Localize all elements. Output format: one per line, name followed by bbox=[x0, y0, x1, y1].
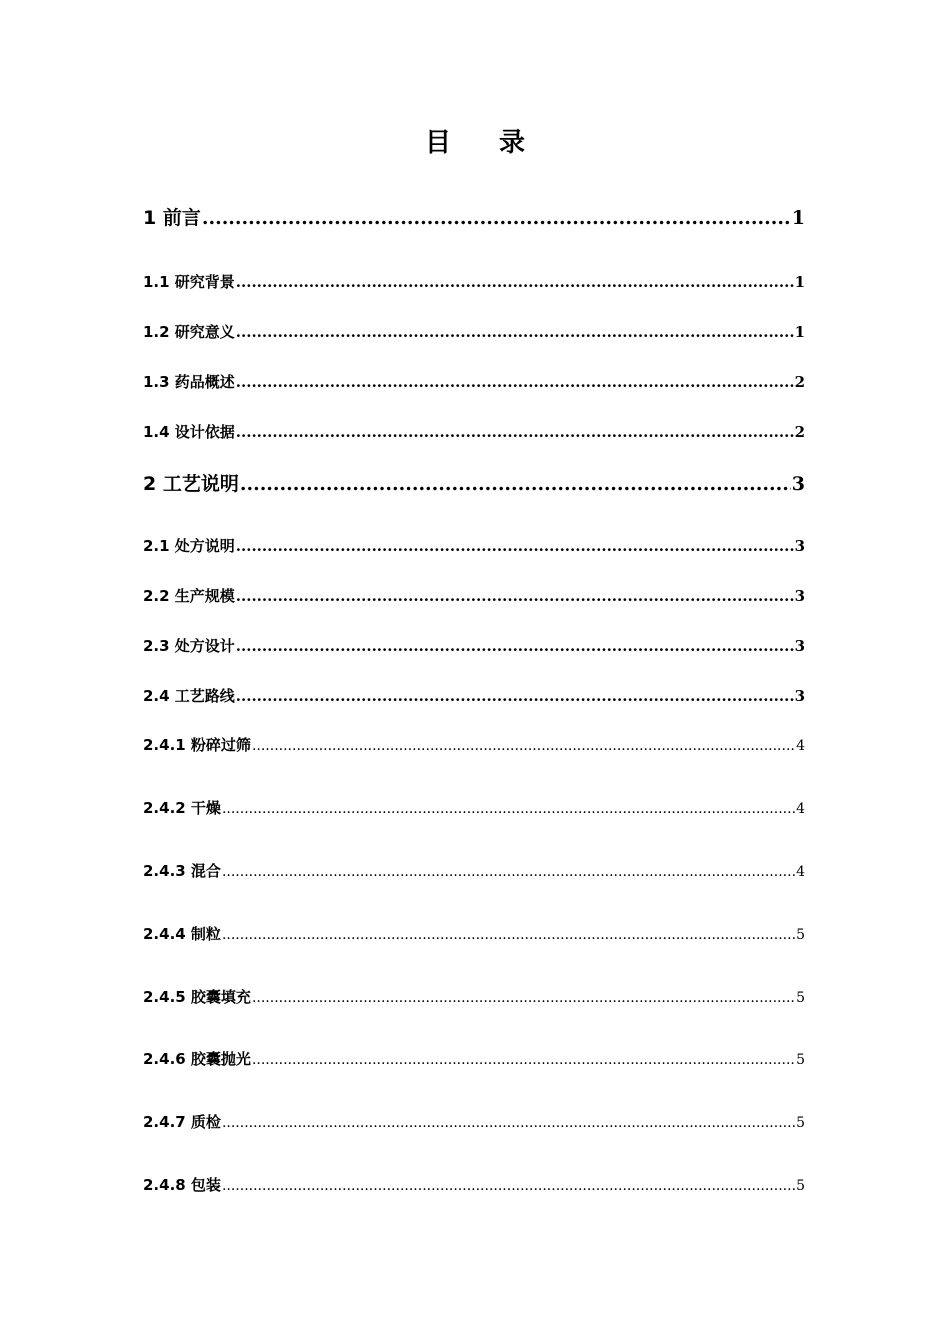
toc-entry[interactable] bbox=[143, 860, 805, 881]
toc-entry-label: 2 工艺说明 bbox=[143, 473, 239, 495]
dot-leader bbox=[222, 1178, 795, 1194]
toc-entry-label: 2.1 处方说明 bbox=[143, 537, 235, 555]
dot-leader bbox=[236, 637, 794, 655]
dot-leader bbox=[236, 273, 794, 291]
toc-entry-label: 2.3 处方设计 bbox=[143, 637, 235, 655]
toc-entry-page: 2 bbox=[794, 423, 805, 441]
dot-leader bbox=[222, 1115, 795, 1131]
toc-title-char-1: 目 bbox=[424, 128, 451, 158]
dot-leader bbox=[252, 990, 795, 1006]
toc-entry[interactable] bbox=[143, 797, 805, 818]
toc-entry-page: 1 bbox=[794, 323, 805, 341]
toc-entry[interactable] bbox=[143, 421, 805, 442]
toc-entry-page: 5 bbox=[796, 1115, 805, 1131]
toc-entry[interactable] bbox=[143, 1174, 805, 1195]
toc-entry-page: 5 bbox=[796, 927, 805, 943]
toc-entry[interactable] bbox=[143, 1048, 805, 1069]
toc-entry-label: 1 前言 bbox=[143, 207, 201, 229]
toc-title-char-2: 录 bbox=[499, 128, 526, 158]
toc-entry[interactable] bbox=[143, 585, 805, 606]
toc-entry-page: 2 bbox=[794, 373, 805, 391]
toc-entry-label: 2.4.6 胶囊抛光 bbox=[143, 1050, 251, 1068]
toc-entry[interactable] bbox=[143, 685, 805, 706]
toc-entry-label: 1.3 药品概述 bbox=[143, 373, 235, 391]
dot-leader bbox=[236, 423, 794, 441]
dot-leader bbox=[222, 927, 795, 943]
dot-leader bbox=[236, 587, 794, 605]
dot-leader bbox=[236, 687, 794, 705]
toc-entry-label: 1.2 研究意义 bbox=[143, 323, 235, 341]
toc-entry-page: 5 bbox=[796, 1052, 805, 1068]
toc-entry[interactable] bbox=[143, 1111, 805, 1132]
dot-leader bbox=[236, 323, 794, 341]
toc-entry-label: 2.4.1 粉碎过筛 bbox=[143, 736, 251, 754]
toc-entry-label: 2.4.5 胶囊填充 bbox=[143, 988, 251, 1006]
toc-entry-page: 3 bbox=[794, 537, 805, 555]
toc-entry-label: 2.2 生产规模 bbox=[143, 587, 235, 605]
toc-entry-label: 2.4 工艺路线 bbox=[143, 687, 235, 705]
dot-leader bbox=[236, 373, 794, 391]
toc-entry[interactable] bbox=[143, 469, 805, 496]
toc-entry[interactable] bbox=[143, 635, 805, 656]
toc-entry-page: 5 bbox=[796, 1178, 805, 1194]
toc-entry-label: 1.4 设计依据 bbox=[143, 423, 235, 441]
toc-entry-page: 3 bbox=[794, 587, 805, 605]
toc-entry-label: 2.4.4 制粒 bbox=[143, 925, 221, 943]
toc-entry[interactable] bbox=[143, 923, 805, 944]
toc-entry-label: 2.4.7 质检 bbox=[143, 1113, 221, 1131]
toc-entry[interactable] bbox=[143, 734, 805, 755]
toc-entry[interactable] bbox=[143, 321, 805, 342]
toc-entry[interactable] bbox=[143, 371, 805, 392]
dot-leader bbox=[222, 864, 795, 880]
toc-entry-page: 3 bbox=[794, 687, 805, 705]
toc-entry-page: 4 bbox=[796, 801, 805, 817]
toc-entry[interactable] bbox=[143, 271, 805, 292]
toc-entry-label: 2.4.2 干燥 bbox=[143, 799, 221, 817]
dot-leader bbox=[222, 801, 795, 817]
toc-entry-label: 2.4.3 混合 bbox=[143, 862, 221, 880]
dot-leader bbox=[252, 1052, 795, 1068]
toc-entry-page: 3 bbox=[791, 473, 805, 495]
toc-entry-page: 1 bbox=[791, 207, 805, 229]
dot-leader bbox=[202, 207, 791, 229]
dot-leader bbox=[240, 473, 791, 495]
toc-entry-page: 4 bbox=[796, 864, 805, 880]
toc-entry-label: 2.4.8 包装 bbox=[143, 1176, 221, 1194]
toc-title bbox=[0, 122, 950, 159]
toc-entry[interactable] bbox=[143, 203, 805, 230]
toc-entry-page: 4 bbox=[796, 738, 805, 754]
dot-leader bbox=[252, 738, 795, 754]
toc-entry[interactable] bbox=[143, 986, 805, 1007]
toc-entry-page: 1 bbox=[794, 273, 805, 291]
toc-entry-label: 1.1 研究背景 bbox=[143, 273, 235, 291]
dot-leader bbox=[236, 537, 794, 555]
toc-entry-page: 3 bbox=[794, 637, 805, 655]
toc-entry[interactable] bbox=[143, 535, 805, 556]
toc-entry-page: 5 bbox=[796, 990, 805, 1006]
